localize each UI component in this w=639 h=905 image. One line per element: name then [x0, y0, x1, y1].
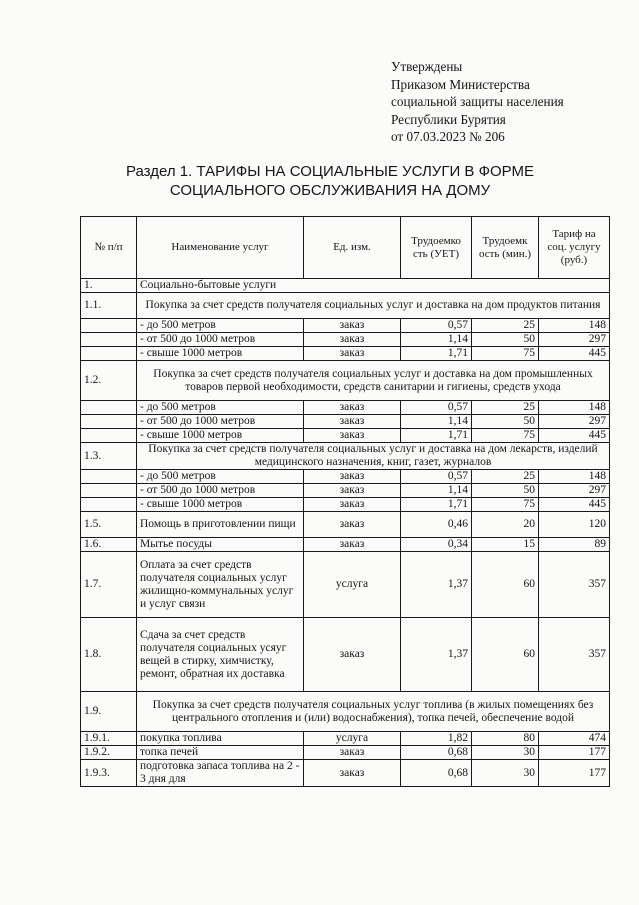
cell-num — [81, 415, 137, 429]
cell-uet: 0,68 — [401, 760, 472, 787]
cell-tariff: 297 — [539, 415, 610, 429]
table-row — [81, 415, 610, 429]
cell-tariff: 357 — [539, 552, 610, 618]
approval-line: Утверждены — [391, 59, 463, 74]
cell-num: 1.3. — [81, 443, 137, 470]
header-name: Наименование услуг — [137, 217, 304, 279]
cell-minutes: 25 — [472, 319, 539, 333]
cell-minutes: 20 — [472, 512, 539, 538]
cell-minutes: 30 — [472, 760, 539, 787]
cell-name: Социально-бытовые услуги — [137, 279, 610, 293]
cell-num: 1.7. — [81, 552, 137, 618]
cell-name: Помощь в приготовлении пищи — [137, 512, 304, 538]
header-minutes: Трудоемк ость (мин.) — [472, 217, 539, 279]
cell-uet: 1,14 — [401, 484, 472, 498]
cell-num: 1.9.2. — [81, 746, 137, 760]
cell-tariff: 177 — [539, 760, 610, 787]
cell-uet: 0,57 — [401, 401, 472, 415]
cell-num — [81, 429, 137, 443]
cell-minutes: 75 — [472, 347, 539, 361]
cell-unit: услуга — [304, 552, 401, 618]
cell-minutes: 50 — [472, 484, 539, 498]
table-row — [81, 552, 610, 618]
cell-tariff: 445 — [539, 498, 610, 512]
cell-uet: 1,71 — [401, 429, 472, 443]
cell-minutes: 75 — [472, 498, 539, 512]
cell-uet: 0,34 — [401, 538, 472, 552]
cell-unit: заказ — [304, 538, 401, 552]
cell-uet: 1,82 — [401, 732, 472, 746]
cell-tariff: 297 — [539, 484, 610, 498]
cell-unit: заказ — [304, 319, 401, 333]
table-row — [81, 692, 610, 732]
table-row — [81, 538, 610, 552]
table-row — [81, 401, 610, 415]
approval-line: социальной защиты населения — [391, 94, 564, 109]
section-title — [60, 162, 600, 200]
cell-name: Мытье посуды — [137, 538, 304, 552]
cell-name: - свыше 1000 метров — [137, 429, 304, 443]
cell-name: Оплата за счет средств получателя социальных услуг жилищно-коммунальных услуг и услуг связи — [137, 552, 304, 618]
table-header-row — [81, 217, 610, 279]
approval-line: Приказом Министерства — [391, 76, 530, 92]
table-row — [81, 443, 610, 470]
cell-name: Сдача за счет средств получателя социальных усяуг вещей в стирку, химчистку, ремонт, обратная их доставка — [137, 618, 304, 692]
cell-unit: заказ — [304, 746, 401, 760]
cell-unit: заказ — [304, 512, 401, 538]
cell-num: 1. — [81, 279, 137, 293]
cell-num — [81, 470, 137, 484]
cell-tariff: 474 — [539, 732, 610, 746]
cell-uet: 1,71 — [401, 498, 472, 512]
cell-num: 1.9. — [81, 692, 137, 732]
cell-num: 1.5. — [81, 512, 137, 538]
cell-tariff: 148 — [539, 470, 610, 484]
cell-uet: 0,46 — [401, 512, 472, 538]
cell-minutes: 30 — [472, 746, 539, 760]
table-row — [81, 333, 610, 347]
cell-name: покупка топлива — [137, 732, 304, 746]
table-row — [81, 361, 610, 401]
table-row — [81, 279, 610, 293]
cell-num: 1.2. — [81, 361, 137, 401]
cell-uet: 1,37 — [401, 618, 472, 692]
cell-minutes: 60 — [472, 552, 539, 618]
cell-name: - до 500 метров — [137, 401, 304, 415]
table-row — [81, 746, 610, 760]
approval-line: Республики Бурятия — [391, 111, 506, 127]
cell-tariff: 297 — [539, 333, 610, 347]
cell-unit: заказ — [304, 484, 401, 498]
cell-name: Покупка за счет средств получателя социальных услуг и доставка на дом продуктов питания — [137, 293, 610, 319]
cell-uet: 0,57 — [401, 319, 472, 333]
table-row — [81, 512, 610, 538]
table-row — [81, 319, 610, 333]
cell-name: - свыше 1000 метров — [137, 347, 304, 361]
table-row — [81, 732, 610, 746]
approval-date-line: от 07.03.2023 № 206 — [391, 129, 505, 144]
cell-num: 1.1. — [81, 293, 137, 319]
cell-num — [81, 401, 137, 415]
cell-uet: 1,37 — [401, 552, 472, 618]
cell-unit: услуга — [304, 732, 401, 746]
cell-uet: 0,57 — [401, 470, 472, 484]
cell-name: - от 500 до 1000 метров — [137, 333, 304, 347]
tariffs-table — [80, 216, 610, 787]
cell-tariff: 148 — [539, 319, 610, 333]
cell-name: - от 500 до 1000 метров — [137, 415, 304, 429]
cell-name: Покупка за счет средств получателя социальных услуг и доставка на дом промышленных товаров первой необходимости, средств санитарии и гигиены, средств ухода — [137, 361, 610, 401]
cell-name: Покупка за счет средств получателя социальных услуг топлива (в жилых помещениях без центрального отопления и (или) водоснабжения), топка печей, обеспечение водой — [137, 692, 610, 732]
cell-tariff: 89 — [539, 538, 610, 552]
cell-name: - свыше 1000 метров — [137, 498, 304, 512]
cell-name: топка печей — [137, 746, 304, 760]
table-row — [81, 484, 610, 498]
cell-num: 1.8. — [81, 618, 137, 692]
cell-num — [81, 347, 137, 361]
table-row — [81, 429, 610, 443]
cell-name: подготовка запаса топлива на 2 - 3 дня для — [137, 760, 304, 787]
cell-num: 1.6. — [81, 538, 137, 552]
header-num: № п/п — [81, 217, 137, 279]
cell-tariff: 357 — [539, 618, 610, 692]
table-row — [81, 293, 610, 319]
cell-tariff: 148 — [539, 401, 610, 415]
header-uet: Трудоемко сть (УЕТ) — [401, 217, 472, 279]
cell-unit: заказ — [304, 470, 401, 484]
cell-num: 1.9.3. — [81, 760, 137, 787]
cell-uet: 0,68 — [401, 746, 472, 760]
cell-minutes: 75 — [472, 429, 539, 443]
cell-minutes: 50 — [472, 415, 539, 429]
table-row — [81, 498, 610, 512]
section-title-line: Раздел 1. ТАРИФЫ НА СОЦИАЛЬНЫЕ УСЛУГИ В ФОРМЕ — [126, 163, 534, 180]
cell-minutes: 25 — [472, 470, 539, 484]
table-row — [81, 760, 610, 787]
cell-unit: заказ — [304, 415, 401, 429]
header-tariff: Тариф на соц. услугу (руб.) — [539, 217, 610, 279]
cell-num: 1.9.1. — [81, 732, 137, 746]
cell-num — [81, 498, 137, 512]
cell-uet: 1,14 — [401, 415, 472, 429]
section-title-line: СОЦИАЛЬНОГО ОБСЛУЖИВАНИЯ НА ДОМУ — [169, 182, 491, 199]
table-row — [81, 470, 610, 484]
cell-unit: заказ — [304, 760, 401, 787]
cell-unit: заказ — [304, 498, 401, 512]
cell-minutes: 25 — [472, 401, 539, 415]
cell-num — [81, 333, 137, 347]
cell-num — [81, 484, 137, 498]
cell-minutes: 50 — [472, 333, 539, 347]
header-unit: Ед. изм. — [304, 217, 401, 279]
cell-unit: заказ — [304, 401, 401, 415]
table-row — [81, 618, 610, 692]
cell-tariff: 445 — [539, 347, 610, 361]
table-row — [81, 347, 610, 361]
cell-tariff: 120 — [539, 512, 610, 538]
cell-unit: заказ — [304, 429, 401, 443]
cell-uet: 1,14 — [401, 333, 472, 347]
cell-unit: заказ — [304, 618, 401, 692]
cell-unit: заказ — [304, 333, 401, 347]
cell-minutes: 60 — [472, 618, 539, 692]
cell-tariff: 445 — [539, 429, 610, 443]
cell-num — [81, 319, 137, 333]
approval-block — [391, 58, 631, 146]
cell-name: - до 500 метров — [137, 319, 304, 333]
cell-tariff: 177 — [539, 746, 610, 760]
cell-name: Покупка за счет средств получателя социальных услуг и доставка на дом лекарств, изделий медицинского назначения, книг, газет, журналов — [137, 443, 610, 470]
cell-minutes: 15 — [472, 538, 539, 552]
cell-uet: 1,71 — [401, 347, 472, 361]
cell-name: - до 500 метров — [137, 470, 304, 484]
cell-unit: заказ — [304, 347, 401, 361]
cell-minutes: 80 — [472, 732, 539, 746]
cell-name: - от 500 до 1000 метров — [137, 484, 304, 498]
